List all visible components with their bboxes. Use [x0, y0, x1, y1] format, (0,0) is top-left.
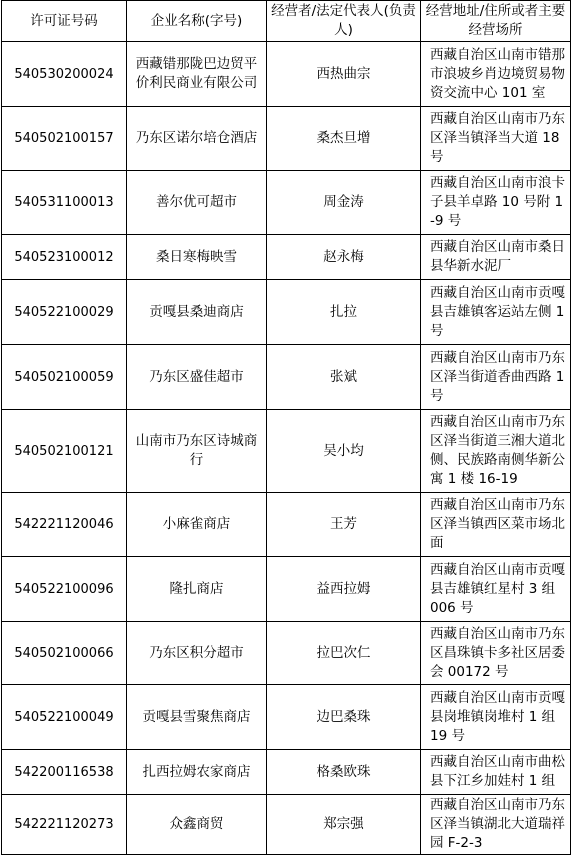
- company-name-cell: 西藏错那陇巴边贸平价利民商业有限公司: [127, 42, 267, 107]
- license-cell: 540522100096: [2, 557, 127, 622]
- address-cell: 西藏自治区山南市乃东区泽当街道三湘大道北侧、民族路南侧华新公寓 1 楼 16-19: [421, 410, 571, 493]
- company-name-cell: 善尔优可超市: [127, 171, 267, 235]
- license-table: [1, 0, 571, 855]
- company-name-cell: 乃东区诺尔培仓酒店: [127, 107, 267, 171]
- table-row: [2, 493, 571, 557]
- address-cell: 西藏自治区山南市乃东区昌珠镇卡多社区居委会 00172 号: [421, 622, 571, 685]
- table-row: [2, 235, 571, 280]
- operator-cell: 拉巴次仁: [267, 622, 421, 685]
- table-row: [2, 171, 571, 235]
- table-row: [2, 280, 571, 345]
- license-cell: 542200116538: [2, 750, 127, 795]
- table-row: [2, 750, 571, 795]
- company-name-cell: 小麻雀商店: [127, 493, 267, 557]
- company-name-cell: 众鑫商贸: [127, 795, 267, 855]
- license-cell: 540522100029: [2, 280, 127, 345]
- company-name-cell: 乃东区积分超市: [127, 622, 267, 685]
- table-row: [2, 42, 571, 107]
- operator-cell: 益西拉姆: [267, 557, 421, 622]
- company-name-cell: 隆扎商店: [127, 557, 267, 622]
- operator-cell: 边巴桑珠: [267, 685, 421, 750]
- license-cell: 540531100013: [2, 171, 127, 235]
- address-cell: 西藏自治区山南市贡嘎县吉雄镇红星村 3 组 006 号: [421, 557, 571, 622]
- operator-cell: 王芳: [267, 493, 421, 557]
- license-cell: 540502100157: [2, 107, 127, 171]
- address-cell: 西藏自治区山南市浪卡子县羊卓路 10 号附 1-9 号: [421, 171, 571, 235]
- table-row: [2, 795, 571, 855]
- license-cell: 540502100066: [2, 622, 127, 685]
- operator-cell: 扎拉: [267, 280, 421, 345]
- license-cell: 540502100121: [2, 410, 127, 493]
- address-cell: 西藏自治区山南市乃东区泽当街道香曲西路 1 号: [421, 345, 571, 410]
- license-cell: 542221120273: [2, 795, 127, 855]
- table-row: [2, 685, 571, 750]
- company-name-cell: 扎西拉姆农家商店: [127, 750, 267, 795]
- company-name-cell: 贡嘎县桑迪商店: [127, 280, 267, 345]
- operator-cell: 赵永梅: [267, 235, 421, 280]
- license-cell: 540522100049: [2, 685, 127, 750]
- license-cell: 540530200024: [2, 42, 127, 107]
- header-license-no: 许可证号码: [2, 1, 127, 42]
- table-row: [2, 622, 571, 685]
- address-cell: 西藏自治区山南市乃东区泽当镇泽当大道 18 号: [421, 107, 571, 171]
- table-row: [2, 557, 571, 622]
- company-name-cell: 乃东区盛佳超市: [127, 345, 267, 410]
- license-cell: 540523100012: [2, 235, 127, 280]
- company-name-cell: 山南市乃东区诗城商行: [127, 410, 267, 493]
- address-cell: 西藏自治区山南市曲松县下江乡加娃村 1 组: [421, 750, 571, 795]
- table-row: [2, 345, 571, 410]
- header-company-name: 企业名称(字号): [127, 1, 267, 42]
- header-operator: 经营者/法定代表人(负责人): [267, 1, 421, 42]
- address-cell: 西藏自治区山南市贡嘎县岗堆镇岗堆村 1 组 19 号: [421, 685, 571, 750]
- company-name-cell: 贡嘎县雪聚焦商店: [127, 685, 267, 750]
- table-row: [2, 410, 571, 493]
- address-cell: 西藏自治区山南市乃东区泽当镇西区菜市场北面: [421, 493, 571, 557]
- operator-cell: 吴小均: [267, 410, 421, 493]
- table-row: [2, 107, 571, 171]
- address-cell: 西藏自治区山南市错那市浪坡乡肖边境贸易物资交流中心 101 室: [421, 42, 571, 107]
- address-cell: 西藏自治区山南市桑日县华新水泥厂: [421, 235, 571, 280]
- license-cell: 540502100059: [2, 345, 127, 410]
- operator-cell: 郑宗强: [267, 795, 421, 855]
- table-header-row: [2, 1, 571, 42]
- operator-cell: 张斌: [267, 345, 421, 410]
- operator-cell: 桑杰旦增: [267, 107, 421, 171]
- operator-cell: 周金涛: [267, 171, 421, 235]
- operator-cell: 格桑欧珠: [267, 750, 421, 795]
- header-address: 经营地址/住所或者主要经营场所: [421, 1, 571, 42]
- license-cell: 542221120046: [2, 493, 127, 557]
- operator-cell: 西热曲宗: [267, 42, 421, 107]
- address-cell: 西藏自治区山南市贡嘎县吉雄镇客运站左侧 1 号: [421, 280, 571, 345]
- company-name-cell: 桑日寒梅映雪: [127, 235, 267, 280]
- address-cell: 西藏自治区山南市乃东区泽当镇湖北大道瑞祥园 F-2-3: [421, 795, 571, 855]
